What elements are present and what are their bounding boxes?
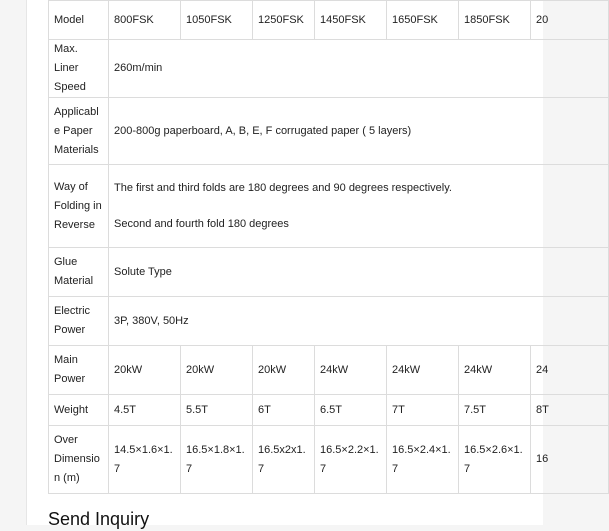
main-power-cell: 20kW	[253, 346, 315, 395]
table-row-weight	[49, 395, 609, 426]
weight-cell: 8T	[531, 395, 609, 426]
weight-cell: 6T	[253, 395, 315, 426]
dimension-cell: 16.5×2.4×1.7	[387, 426, 459, 494]
model-cell: 1250FSK	[253, 1, 315, 40]
dimension-cell: 16.5x2x1.7	[253, 426, 315, 494]
glue-value: Solute Type	[109, 248, 609, 297]
speed-value: 260m/min	[109, 40, 609, 98]
table-row-dimension	[49, 426, 609, 494]
dimension-cell: 16.5×2.6×1.7	[459, 426, 531, 494]
main-power-cell: 20kW	[109, 346, 181, 395]
row-label: Model	[49, 1, 109, 40]
dimension-cell: 16.5×2.2×1.7	[315, 426, 387, 494]
model-cell: 800FSK	[109, 1, 181, 40]
table-row-main-power	[49, 346, 609, 395]
table-row-speed	[49, 40, 609, 98]
table-row-model	[49, 1, 609, 40]
dimension-cell: 14.5×1.6×1.7	[109, 426, 181, 494]
row-label: Electric Power	[49, 297, 109, 346]
materials-value: 200-800g paperboard, A, B, E, F corrugated paper ( 5 layers)	[109, 98, 609, 165]
weight-cell: 4.5T	[109, 395, 181, 426]
folding-value	[109, 165, 609, 248]
dimension-cell: 16.5×1.8×1.7	[181, 426, 253, 494]
row-label: Max. Liner Speed	[49, 40, 109, 98]
row-label: Way of Folding in Reverse	[49, 165, 109, 248]
main-power-cell: 24kW	[315, 346, 387, 395]
model-cell: 1450FSK	[315, 1, 387, 40]
spec-table	[48, 0, 609, 494]
row-label: Over Dimension (m)	[49, 426, 109, 494]
send-inquiry-heading: Send Inquiry	[48, 509, 150, 529]
main-power-cell: 24	[531, 346, 609, 395]
weight-cell: 7.5T	[459, 395, 531, 426]
table-row-folding	[49, 165, 609, 248]
weight-cell: 6.5T	[315, 395, 387, 426]
electric-value: 3P, 380V, 50Hz	[109, 297, 609, 346]
weight-cell: 5.5T	[181, 395, 253, 426]
row-label: Applicable Paper Materials	[49, 98, 109, 165]
table-row-materials	[49, 98, 609, 165]
spec-table-wrapper[interactable]	[48, 0, 568, 494]
content-panel	[26, 0, 549, 529]
model-cell: 1050FSK	[181, 1, 253, 40]
model-cell: 20	[531, 1, 609, 40]
folding-line-1: The first and third folds are 180 degrees and 90 degrees respectively.	[114, 181, 452, 194]
row-label: Glue Material	[49, 248, 109, 297]
main-power-cell: 20kW	[181, 346, 253, 395]
model-cell: 1650FSK	[387, 1, 459, 40]
model-cell: 1850FSK	[459, 1, 531, 40]
main-power-cell: 24kW	[459, 346, 531, 395]
weight-cell: 7T	[387, 395, 459, 426]
row-label: Weight	[49, 395, 109, 426]
folding-line-2: Second and fourth fold 180 degrees	[114, 217, 289, 230]
row-label: Main Power	[49, 346, 109, 395]
table-row-electric	[49, 297, 609, 346]
dimension-cell: 16	[531, 426, 609, 494]
main-power-cell: 24kW	[387, 346, 459, 395]
table-row-glue	[49, 248, 609, 297]
